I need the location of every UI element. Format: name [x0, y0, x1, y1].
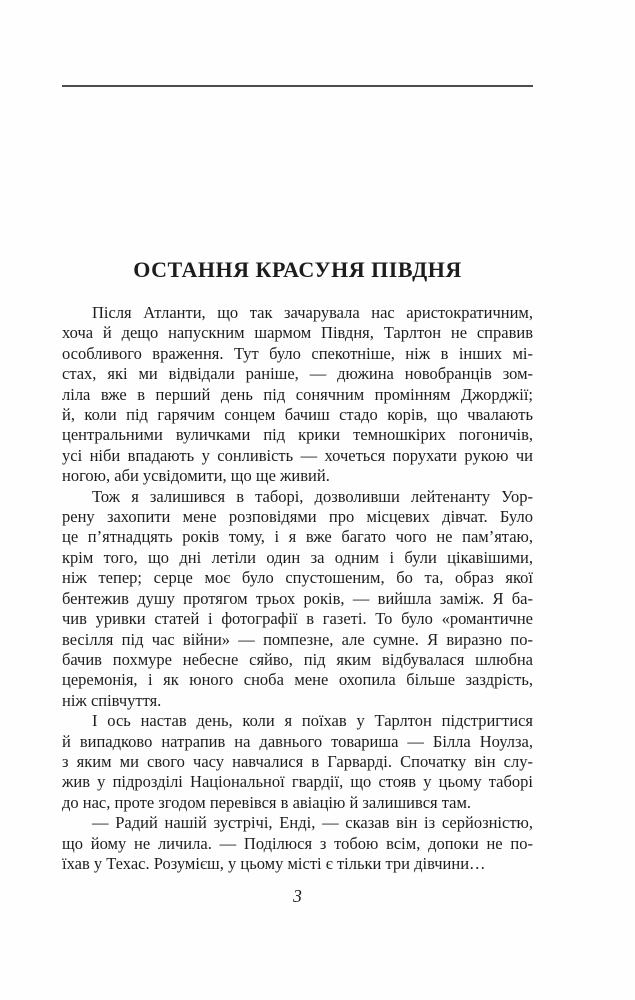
text-line: рену захопити мене розповідями про місцевих дівчат. Було	[62, 507, 533, 527]
paragraph-3	[62, 711, 533, 813]
chapter-title: ОСТАННЯ КРАСУНЯ ПІВДНЯ	[133, 257, 462, 282]
page-content	[62, 257, 533, 874]
text-line: з яким ми свого часу навчалися в Гарварді. Спочатку він слу-	[62, 751, 533, 771]
paragraph-4	[62, 813, 533, 874]
text-line: усі ніби впадають у сонливість — хочеться порухати рукою чи	[62, 445, 533, 465]
text-line: ніж тепер; серце моє було спустошеним, бо та, образ якої	[62, 568, 533, 588]
text-line: крім того, що дні летіли один за одним і були цікавішими,	[62, 547, 533, 567]
text-line: бачив похмуре небесне сяйво, під яким відбувалася шлюбна	[62, 649, 533, 669]
text-line: Тож я залишився в таборі, дозволивши лейтенанту Уор-	[92, 486, 533, 506]
header-rule	[62, 85, 533, 87]
text-line: чив уривки статей і фотографії в газеті. То було «романтичне	[62, 609, 533, 629]
text-line: хоча й дещо напускним шармом Півдня, Тарлтон не справив	[62, 323, 533, 343]
text-line: ліла вже в перший день під сонячним промінням Джорджії;	[62, 384, 533, 404]
text-line: стах, які ми відвідали раніше, — дюжина новобранців зом-	[62, 364, 533, 384]
text-line: їхав у Техас. Розумієш, у цьому місті є тільки три дівчини…	[62, 853, 486, 873]
text-line: це п’ятнадцять років тому, і я вже багато чого не пам’ятаю,	[62, 527, 533, 547]
text-line: — Радий нашій зустрічі, Енді, — сказав він із серйозністю,	[92, 813, 533, 833]
text-line: ногою, аби усвідомити, що ще живий.	[62, 466, 330, 486]
text-line: й, коли під гарячим сонцем бачиш стадо корів, що чвалають	[62, 405, 533, 425]
text-line: й випадково натрапив на давнього товариша — Білла Ноулза,	[62, 731, 533, 751]
text-line: ніж співчуття.	[62, 690, 162, 710]
text-line: Після Атланти, що так зачарувала нас аристократичним,	[92, 303, 533, 322]
paragraphs	[62, 303, 533, 874]
text-line: бентежив душу протягом трьох років, — вийшла заміж. Я ба-	[62, 588, 533, 608]
text-line: особливого враження. Тут було спекотніше, ніж в інших мі-	[62, 343, 533, 363]
text-line: жив у підрозділі Національної гвардії, що стояв у цьому таборі	[62, 772, 533, 792]
paragraph-1	[62, 303, 533, 487]
text-line: весілля під час війни» — помпезне, але сумне. Я виразно по-	[62, 629, 533, 649]
text-line: І ось настав день, коли я поїхав у Тарлтон підстригтися	[92, 711, 533, 731]
text-line: до нас, проте згодом перевівся в авіацію й залишився там.	[62, 792, 472, 812]
text-line: центральними вуличками під крики темношкірих погоничів,	[62, 425, 533, 445]
page-number: 3	[293, 886, 302, 906]
text-line: що йому не личила. — Поділюся з тобою всім, допоки не по-	[62, 833, 533, 853]
text-line: церемонія, і як юного сноба мене охопила більше заздрість,	[62, 670, 533, 690]
paragraph-2	[62, 487, 533, 711]
